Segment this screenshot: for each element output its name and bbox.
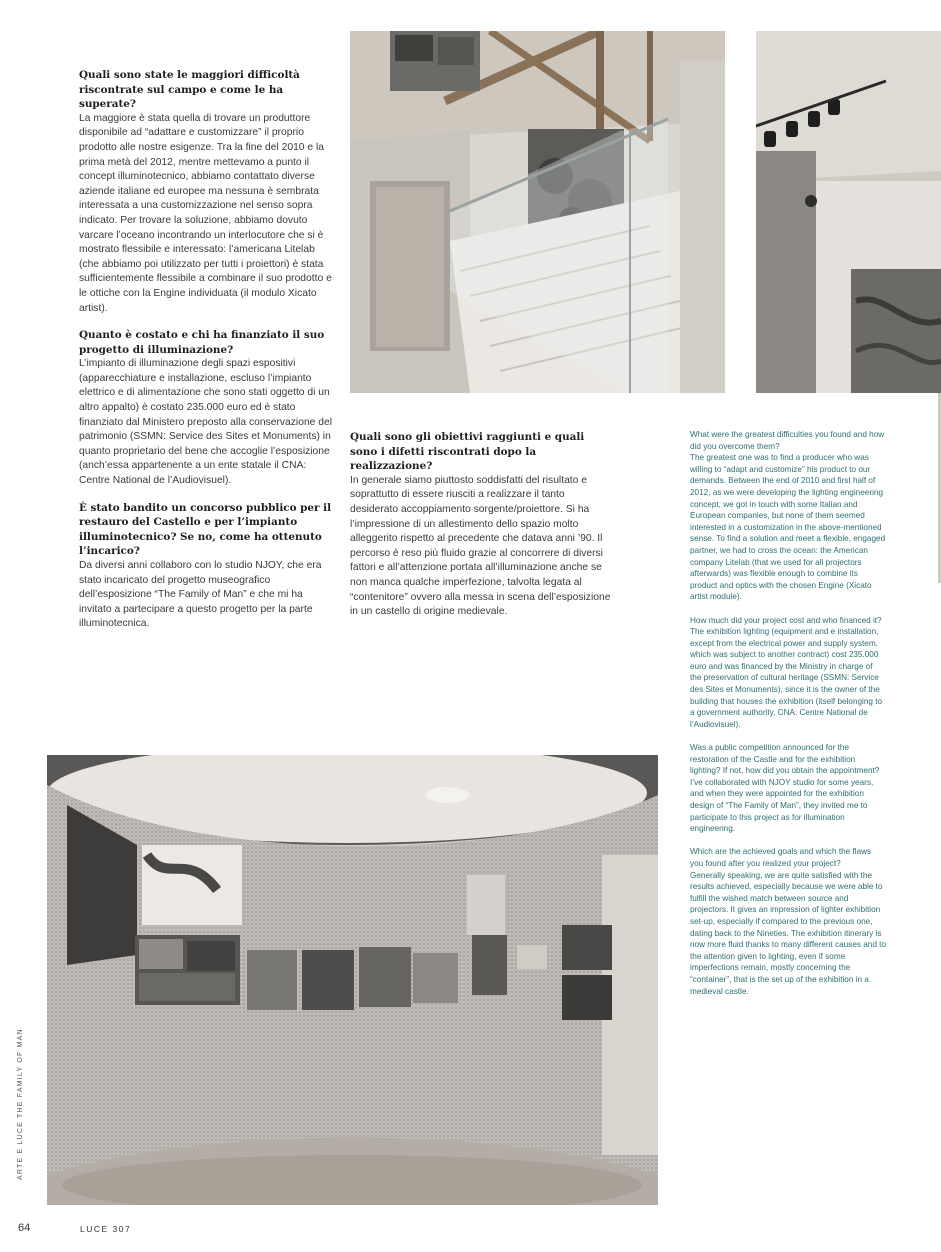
interview-block-4-it	[350, 430, 612, 620]
answer-3-it: Da diversi anni collaboro con lo studio NJOY, che era stato incaricato del progetto museografico dell’esposizione “The Family of Man” e che mi ha invitato a partecipare a questo progetto per la parte illuminotecnica.	[79, 560, 322, 630]
answer-3-en: I’ve collaborated with NJOY studio for some years, and when they were appointed for the exhibition design of “The Family of Man”, they invited me to participate to this project as for illumination engineering.	[690, 777, 874, 834]
question-1-it: Quali sono state le maggiori difficoltà riscontrate sul campo e come le ha superate?	[79, 69, 300, 111]
interview-block-2-en	[690, 615, 886, 731]
magazine-issue: LUCE 307	[80, 1224, 132, 1234]
interview-block-1-en	[690, 429, 886, 603]
section-side-label: ARTE E LUCE THE FAMILY OF MAN	[17, 1028, 24, 1180]
answer-4-it: In generale siamo piuttosto soddisfatti del risultato e soprattutto di essere riusciti a realizzare il tanto desiderato accoppiamento sorgente/proiettore. Si ha l’impressione di un allestimento dello spazio molto alleggerito rispetto al precedente che datava anni ’90. Il percorso è reso più fluido grazie al concorrere di diversi fattori e all’attenzione portata all’illuminazione anche se non manca qualche imperfezione, talvolta legata al “contenitore” ovvero alla messa in scena dell’esposizione in un castello di origine medievale.	[350, 474, 611, 618]
question-3-en: Was a public competition announced for the restoration of the Castle and for the exhibition lighting? If not, how did you obtain the appointment?	[690, 743, 880, 776]
page-number: 64	[18, 1222, 31, 1234]
answer-4-en: Generally speaking, we are quite satisfied with the results achieved, especially because we were able to fulfill the wished match between source and projectors. It gives an impression of lighter exhibition set-up, especially if compared to the previous one, dating back to the Nineties. The exhibition itinerary is now more fluid thanks to many different causes and to the attention given to lighting, even if some imperfections remain, mostly concerning the “container”, that is the set up of the exhibition in a medieval castle.	[690, 870, 887, 996]
answer-2-it: L’impianto di illuminazione degli spazi espositivi (apparecchiature e installazione, escluso l’impianto elettrico e di alimentazione che sono stati oggetto di un altro appalto) è costato 235.000 euro ed è stato finanziato dal Ministero preposto alla conservazione del patrimonio (SSMN: Service des Sites et Monuments) in quanto proprietario del bene che accoglie l’esposizione (anch’essa appartenente a un ente statale il CNA: Centre National de l’Audiovisuel).	[79, 358, 332, 487]
answer-1-it: La maggiore è stata quella di trovare un produttore disponibile ad “adattare e customizzare” il proprio prodotto alle nostre esigenze. Tra la fine del 2010 e la prima metà del 2012, mentre mettevamo a punto il concept illuminotecnico, abbiamo contattato diverse aziende italiane ed europee ma nessuna è sembrata interessata a una customizzazione nel senso sopra indicato. Per trovare la soluzione, abbiamo dovuto varcare l’oceano incontrando un interlocutore che si è mostrato flessibile e interessato: l’americana Litelab (che abbiamo poi utilizzato per tutti i proiettori) è stata sufficientemente flessibile a combinare il suo prodotto e le ottiche con la Engine individuata (il modulo Xicato artist).	[79, 112, 332, 314]
question-2-it: Quanto è costato e chi ha finanziato il suo progetto di illuminazione?	[79, 329, 325, 356]
answer-2-en: The exhibition lighting (equipment and e installation, except from the electrical power and supply system, which was subject to another contract) cost 235.000 euro and was financed by the Ministry in charge of the preservation of cultural heritage (SSMN: Service des Sites et Monuments), since it is the owner of the building that houses the exhibition (itself belonging to a government authority, CNA: Centre National de l’Audiovisuel).	[690, 627, 883, 729]
question-3-it: È stato bandito un concorso pubblico per il restauro del Castello e per l’impianto illuminotecnico? Se no, come ha ottenuto l’incarico?	[79, 501, 332, 558]
question-4-it: Quali sono gli obiettivi raggiunti e quali sono i difetti riscontrati dopo la realizzazione?	[350, 431, 585, 473]
exhibition-room-photo	[47, 755, 658, 1205]
staircase-photo	[350, 31, 725, 393]
italian-column-middle	[350, 430, 612, 632]
interview-block-1-it	[79, 68, 337, 316]
question-2-en: How much did your project cost and who financed it?	[690, 615, 882, 625]
question-4-en: Which are the achieved goals and which the flaws you found after you realized your project?	[690, 847, 872, 868]
english-column	[690, 429, 886, 1009]
interview-block-3-en	[690, 742, 886, 835]
question-1-en: What were the greatest difficulties you found and how did you overcome them?	[690, 430, 885, 451]
interview-block-2-it	[79, 328, 337, 489]
italian-column-left	[79, 68, 337, 644]
gallery-corner-photo	[756, 31, 941, 393]
interview-block-4-en	[690, 846, 886, 997]
answer-1-en: The greatest one was to find a producer who was willing to “adapt and customize” his product to our demands. Between the end of 2010 and first half of 2012, as we were developing the lighting engineering concept, we got in touch with some Italian and European companies, but none of them seemed interested in a customization in the above-mentioned sense. To find a solution and meet a flexible, engaged partner, we had to cross the ocean: the American company Litelab (that we used for all projectors afterwards) was flexible enough to combine its product and optics with the chosen Engine (Xicato artist module).	[690, 453, 886, 602]
interview-block-3-it	[79, 501, 337, 632]
